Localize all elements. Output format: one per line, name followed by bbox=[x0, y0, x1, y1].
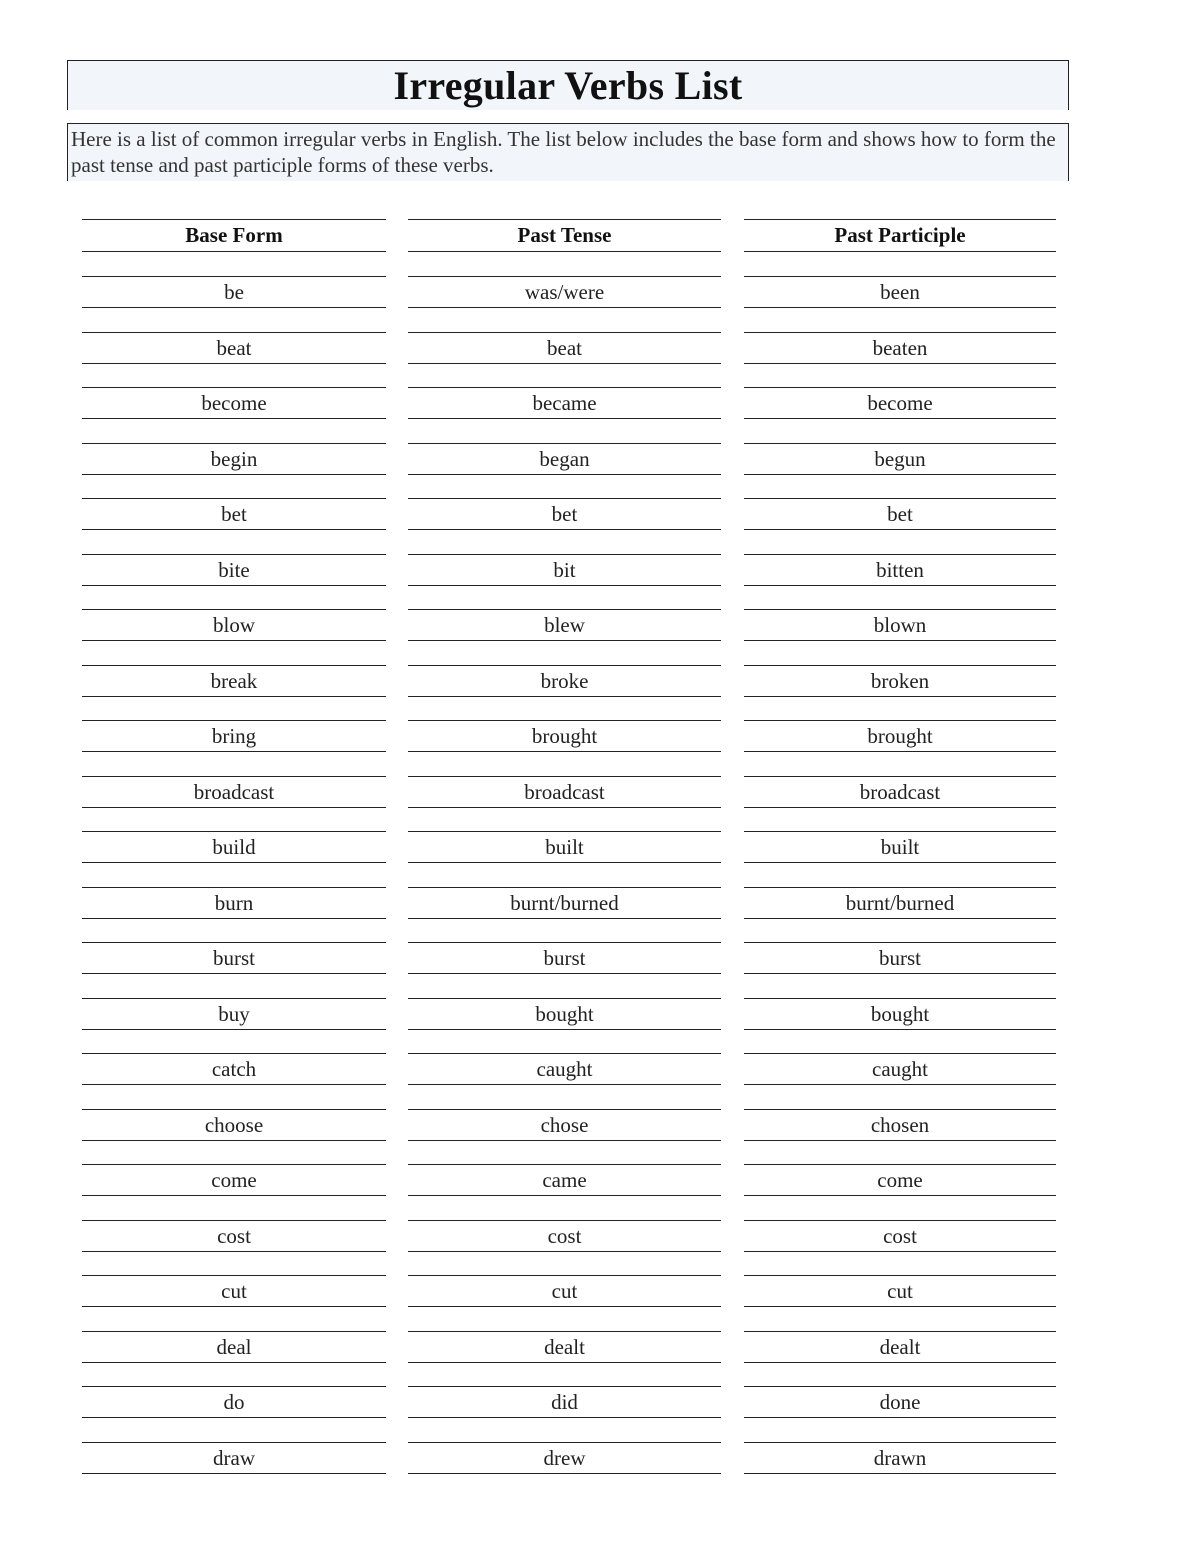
verb-base-form: deal bbox=[82, 1331, 386, 1363]
verb-base-form: begin bbox=[82, 443, 386, 475]
verb-past-participle: blown bbox=[744, 609, 1056, 641]
verb-past-tense: began bbox=[408, 443, 721, 475]
verb-base-form: cost bbox=[82, 1220, 386, 1252]
verb-past-participle: broadcast bbox=[744, 776, 1056, 808]
verb-past-tense: became bbox=[408, 387, 721, 419]
column-past-tense bbox=[408, 219, 721, 1497]
verb-base-form: break bbox=[82, 665, 386, 697]
verb-past-participle: beaten bbox=[744, 332, 1056, 364]
verb-base-form: catch bbox=[82, 1053, 386, 1085]
verb-base-form: bring bbox=[82, 720, 386, 752]
verb-past-participle: been bbox=[744, 276, 1056, 308]
verb-past-participle: dealt bbox=[744, 1331, 1056, 1363]
verb-base-form: bite bbox=[82, 554, 386, 586]
verb-past-participle: broken bbox=[744, 665, 1056, 697]
column-header-past-participle: Past Participle bbox=[744, 219, 1056, 252]
verb-past-participle: done bbox=[744, 1386, 1056, 1418]
verb-past-tense: came bbox=[408, 1164, 721, 1196]
verb-base-form: burst bbox=[82, 942, 386, 974]
intro-text: Here is a list of common irregular verbs in English. The list below includes the base form and shows how to form the past tense and past participle forms of these verbs. bbox=[67, 123, 1069, 181]
verb-past-tense: beat bbox=[408, 332, 721, 364]
column-base-form bbox=[82, 219, 386, 1497]
verb-base-form: become bbox=[82, 387, 386, 419]
verb-past-participle: become bbox=[744, 387, 1056, 419]
verb-base-form: do bbox=[82, 1386, 386, 1418]
verb-past-tense: blew bbox=[408, 609, 721, 641]
verb-base-form: buy bbox=[82, 998, 386, 1030]
verb-base-form: bet bbox=[82, 498, 386, 530]
verb-past-tense: cost bbox=[408, 1220, 721, 1252]
verb-past-tense: dealt bbox=[408, 1331, 721, 1363]
verb-past-tense: bought bbox=[408, 998, 721, 1030]
column-header-base-form: Base Form bbox=[82, 219, 386, 252]
verb-base-form: build bbox=[82, 831, 386, 863]
verb-past-tense: brought bbox=[408, 720, 721, 752]
verb-past-tense: broke bbox=[408, 665, 721, 697]
verb-past-tense: bet bbox=[408, 498, 721, 530]
verb-past-participle: chosen bbox=[744, 1109, 1056, 1141]
verb-past-tense: broadcast bbox=[408, 776, 721, 808]
verb-base-form: beat bbox=[82, 332, 386, 364]
verb-base-form: choose bbox=[82, 1109, 386, 1141]
verb-past-participle: bitten bbox=[744, 554, 1056, 586]
verb-past-participle: bet bbox=[744, 498, 1056, 530]
title-box bbox=[67, 60, 1069, 110]
verb-past-tense: did bbox=[408, 1386, 721, 1418]
verb-past-tense: bit bbox=[408, 554, 721, 586]
verb-past-participle: burst bbox=[744, 942, 1056, 974]
verb-base-form: draw bbox=[82, 1442, 386, 1474]
verb-past-participle: brought bbox=[744, 720, 1056, 752]
verb-past-participle: built bbox=[744, 831, 1056, 863]
column-past-participle bbox=[744, 219, 1056, 1497]
verb-base-form: broadcast bbox=[82, 776, 386, 808]
verb-past-tense: drew bbox=[408, 1442, 721, 1474]
verb-past-participle: drawn bbox=[744, 1442, 1056, 1474]
verb-base-form: come bbox=[82, 1164, 386, 1196]
verb-past-tense: chose bbox=[408, 1109, 721, 1141]
verb-past-tense: caught bbox=[408, 1053, 721, 1085]
column-header-past-tense: Past Tense bbox=[408, 219, 721, 252]
verb-past-participle: caught bbox=[744, 1053, 1056, 1085]
verb-past-participle: cut bbox=[744, 1275, 1056, 1307]
verb-past-participle: cost bbox=[744, 1220, 1056, 1252]
verb-past-tense: cut bbox=[408, 1275, 721, 1307]
page-title: Irregular Verbs List bbox=[393, 63, 743, 108]
verb-base-form: burn bbox=[82, 887, 386, 919]
verb-past-tense: built bbox=[408, 831, 721, 863]
verb-base-form: be bbox=[82, 276, 386, 308]
verb-past-participle: burnt/burned bbox=[744, 887, 1056, 919]
verb-base-form: blow bbox=[82, 609, 386, 641]
verb-past-tense: burst bbox=[408, 942, 721, 974]
verb-past-participle: begun bbox=[744, 443, 1056, 475]
verb-past-tense: burnt/burned bbox=[408, 887, 721, 919]
verb-base-form: cut bbox=[82, 1275, 386, 1307]
verb-past-participle: bought bbox=[744, 998, 1056, 1030]
verb-past-tense: was/were bbox=[408, 276, 721, 308]
verb-past-participle: come bbox=[744, 1164, 1056, 1196]
